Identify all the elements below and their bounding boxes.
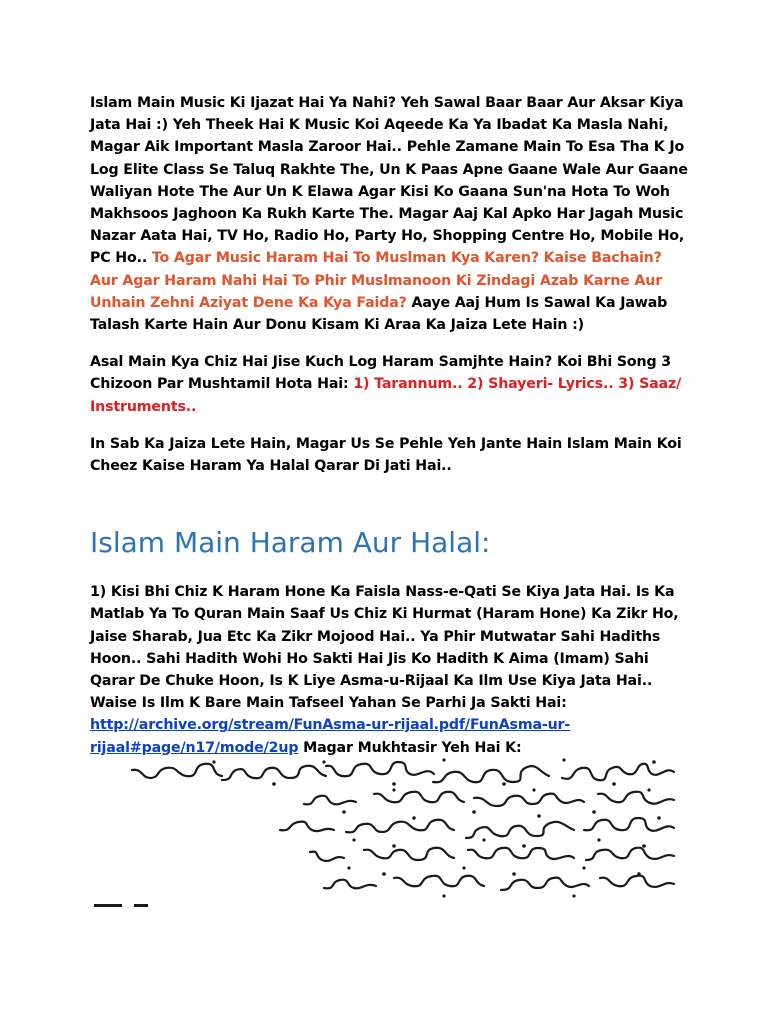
archive-link[interactable]: http://archive.org/stream/FunAsma-ur-rijaal.pdf/FunAsma-ur-rijaal#page/n17/mode/2up [90, 717, 571, 756]
document-body [90, 92, 690, 774]
song-components-paragraph [90, 351, 690, 418]
nass-e-qati-paragraph [90, 581, 690, 759]
intro-text: Islam Main Music Ki Ijazat Hai Ya Nahi? Yeh Sawal Baar Baar Aur Aksar Kiya Jata Hai :) Yeh Theek Hai K Music Koi Aqeede Ka Ya Ibadat Ka Masla Nahi, Magar Aik Important Masla Zaroor Hai.. Pehle Zamane Main To Esa Tha K Jo Log Elite Class Se Taluq Rakhte The, Un K Paas Apne Gaane Wale Aur Gaane Waliyan Hote The Aur Un K Elawa Agar Kisi Ko Gaana Sun'na Hota To Woh Makhsoos Jaghoon Ka Rukh Karte The. Magar Aaj Kal Apko Har Jagah Music Nazar Aata Hai, TV Ho, Radio Ho, Party Ho, Shopping Centre Ho, Mobile Ho, PC Ho.. [90, 95, 688, 267]
nass-e-qati-text-end: Magar Mukhtasir Yeh Hai K: [298, 739, 522, 756]
haram-halal-intro-text: In Sab Ka Jaiza Lete Hain, Magar Us Se Pehle Yeh Jante Hain Islam Main Koi Cheez Kaise Haram Ya Halal Qarar Di Jati Hai.. [90, 435, 682, 475]
haram-halal-intro-paragraph [90, 433, 690, 477]
urdu-handwritten-scan-icon [94, 754, 684, 914]
nass-e-qati-text: 1) Kisi Bhi Chiz K Haram Hone Ka Faisla Nass-e-Qati Se Kiya Jata Hai. Is Ka Matlab Ya To Quran Main Saaf Us Chiz Ki Hurmat (Haram Hone) Ka Zikr Ho, Jaise Sharab, Jua Etc Ka Zikr Mojood Hai.. Ya Phir Mutwatar Sahi Hadiths Hoon.. Sahi Hadith Wohi Ho Sakti Hai Jis Ko Hadith K Aima (Imam) Sahi Qarar De Chuke Hoon, Is K Liye Asma-u-Rijaal Ka Ilm Use Kiya Jata Hai.. Waise Is Ilm K Bare Main Tafseel Yahan Se Parhi Ja Sakti Hai: [90, 584, 679, 712]
song-components-text: Asal Main Kya Chiz Hai Jise Kuch Log Haram Samjhte Hain? Koi Bhi Song 3 Chizoon Par Mushtamil Hota Hai: [90, 354, 671, 393]
intro-highlight: To Agar Music Haram Hai To Muslman Kya Karen? Kaise Bachain? Aur Agar Haram Nahi Hai To Phir Muslmanoon Ki Zindagi Azab Karne Aur Unhain Zehni Aziyat Dene Ka Kya Faida? [90, 250, 663, 311]
urdu-scan-image [94, 754, 684, 914]
section-heading: Islam Main Haram Aur Halal: [90, 526, 491, 560]
song-components-highlight: 1) Tarannum.. 2) Shayeri- Lyrics.. 3) Saaz/ Instruments.. [90, 376, 682, 415]
intro-text-end: Aaye Aaj Hum Is Sawal Ka Jawab Talash Karte Hain Aur Donu Kisam Ki Araa Ka Jaiza Lete Hain :) [90, 294, 668, 334]
intro-paragraph [90, 92, 690, 336]
